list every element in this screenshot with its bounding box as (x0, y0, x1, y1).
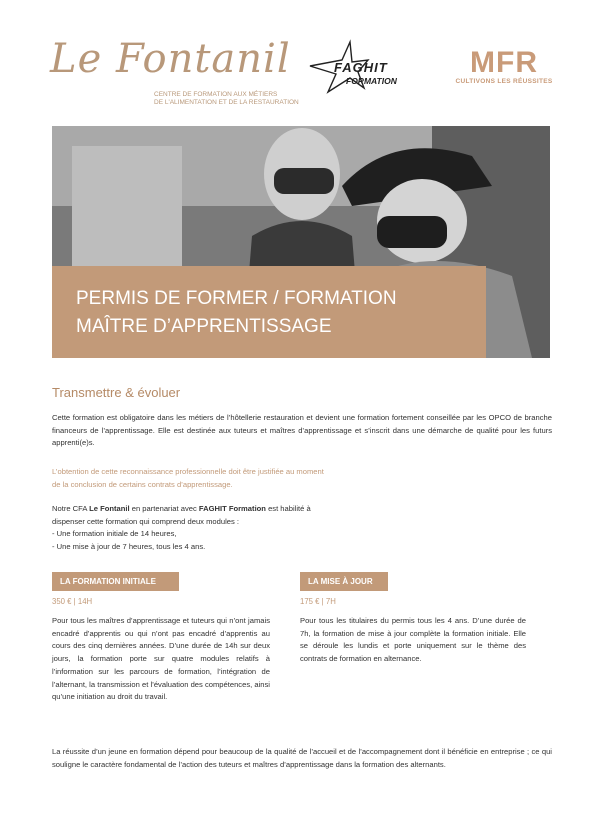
page-title-line-1: PERMIS DE FORMER / FORMATION (76, 288, 397, 309)
module-update-price: 175 € | 7H (300, 597, 336, 606)
tagline-line-2: DE L'ALIMENTATION ET DE LA RESTAURATION (154, 99, 299, 106)
intro-paragraph: Cette formation est obligatoire dans les métiers de l’hôtellerie restauration et devient une formation fortement conseillée par les OPCO de branche financeurs de l’apprentissage. Elle est destinée aux tuteurs et maîtres d’apprentissage et s’inscrit dans une démarche de qualité pour les futurs apprenti(e)s. (52, 413, 552, 448)
section-heading: Transmettre & évoluer (52, 385, 181, 400)
partner-paragraph (52, 503, 412, 554)
partner-line-1: Notre CFA Le Fontanil en partenariat avec FAGHIT Formation est habilité à (52, 504, 311, 513)
module-update-badge: LA MISE À JOUR (300, 572, 388, 591)
title-banner (52, 266, 486, 358)
module-initial-price: 350 € | 14H (52, 597, 93, 606)
partner-line-2: dispenser cette formation qui comprend deux modules : (52, 516, 239, 526)
highlight-line-2: de la conclusion de certains contrats d’apprentissage. (52, 479, 233, 489)
le-fontanil-script: Le Fontanil (50, 36, 291, 82)
module-update-description: Pour tous les titulaires du permis tous les 4 ans. D’une durée de 7h, la formation de mise à jour complète la formation initiale. Elle se déroule les lundis et porte uniquement sur le thème des contrats de formation en alternance. (300, 616, 526, 664)
module-initial-badge: LA FORMATION INITIALE (52, 572, 179, 591)
faghit-wordmark: FAGHIT (334, 60, 388, 75)
faghit-logo (306, 38, 418, 94)
partner-line-4: - Une mise à jour de 7 heures, tous les 4 ans. (52, 542, 206, 552)
mfr-tagline: CULTIVONS LES RÉUSSITES (455, 78, 553, 85)
le-fontanil-logo (50, 36, 300, 108)
mfr-wordmark: MFR (470, 46, 538, 79)
partner-line-3: - Une formation initiale de 14 heures, (52, 529, 177, 539)
page-title-line-2: MAÎTRE D’APPRENTISSAGE (76, 316, 332, 337)
tagline-line-1: CENTRE DE FORMATION AUX MÉTIERS (154, 91, 278, 98)
le-fontanil-tagline (154, 91, 304, 107)
highlight-note (52, 466, 472, 491)
mfr-logo (454, 48, 554, 98)
highlight-line-1: L’obtention de cette reconnaissance professionnelle doit être justifiée au moment (52, 467, 324, 476)
module-initial-description: Pour tous les maîtres d’apprentissage et tuteurs qui n’ont jamais encadré d’apprentis ou qui n’ont pas encadré d’apprentis au cours des cinq dernières années. D’une durée de 14h sur deux jours, la formation porte sur quatre modules relatifs à l’information sur les parcours de formation, l’intégration de l’alternant, la transmission et l’évaluation des compétences, ainsi qu’une initiation au droit du travail. (52, 616, 270, 702)
footer-paragraph: La réussite d’un jeune en formation dépend pour beaucoup de la qualité de l’accueil et de l’accompagnement dont il bénéficie en entreprise ; ce qui souligne le caractère fondamental de l’action des tuteurs et maîtres d’apprentissage dans la formation des alternants. (52, 747, 552, 769)
faghit-formation-word: FORMATION (346, 76, 397, 86)
